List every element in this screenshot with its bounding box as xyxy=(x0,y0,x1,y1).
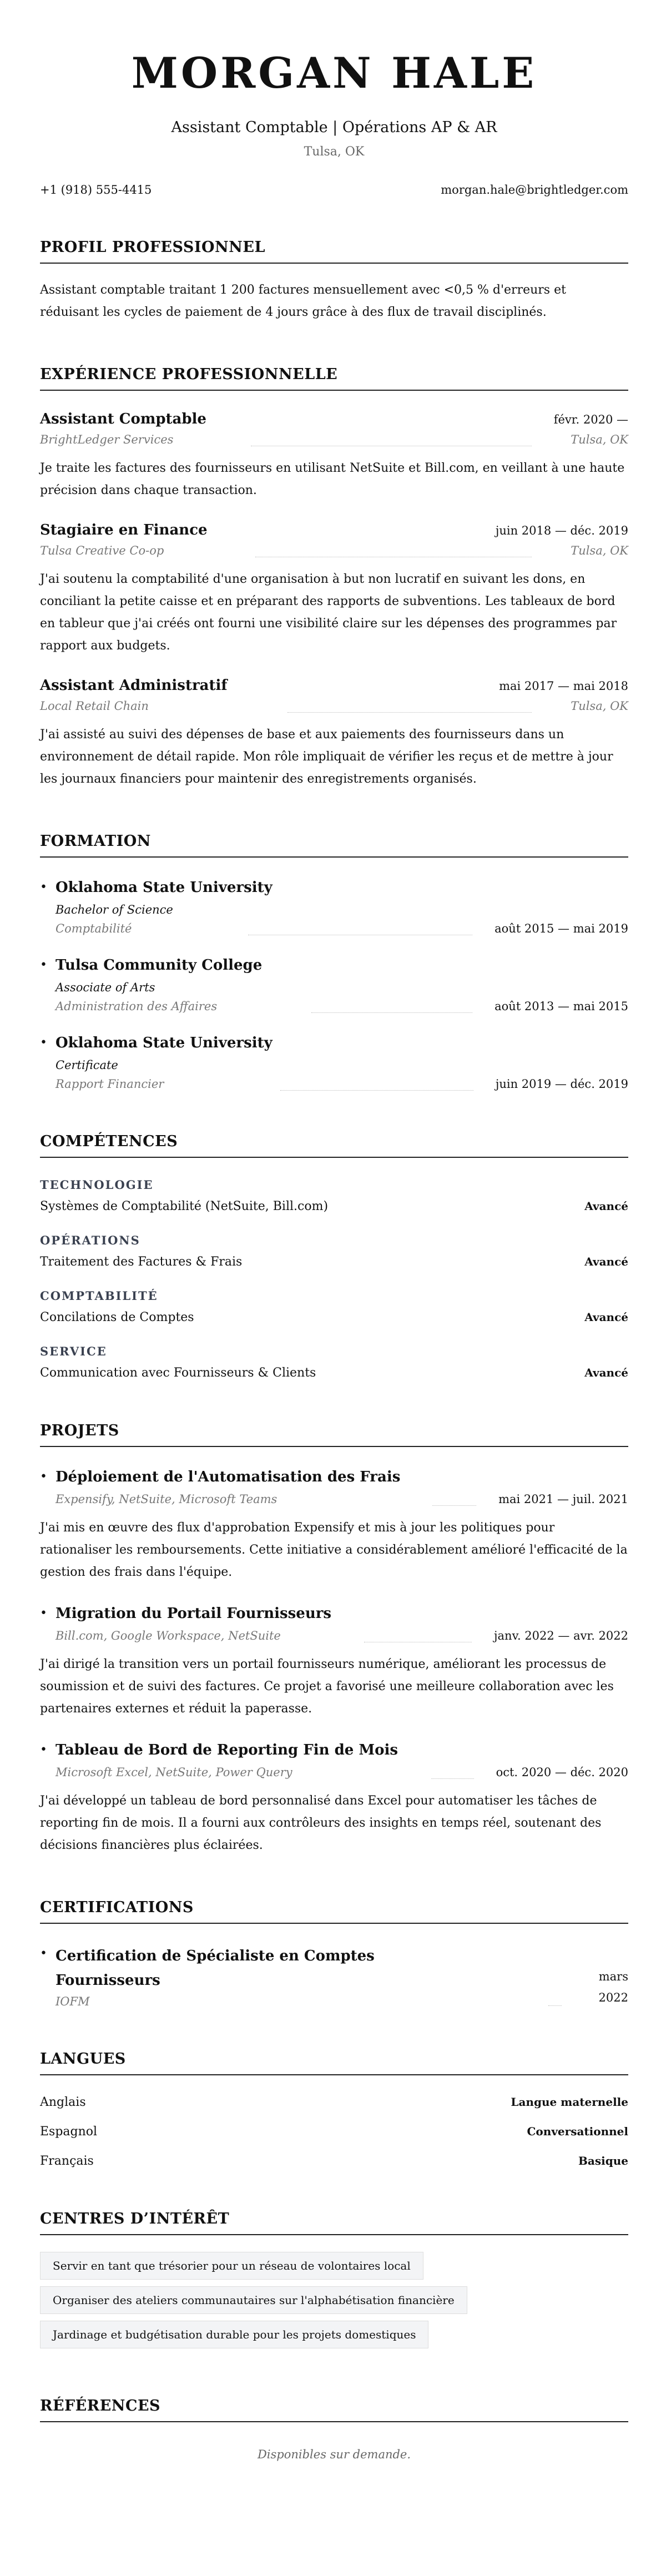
dotted-leader xyxy=(548,2005,562,2006)
experience-entry xyxy=(40,522,628,657)
language-row xyxy=(40,2125,628,2139)
language-name: Espagnol xyxy=(40,2125,98,2139)
section-title: COMPÉTENCES xyxy=(40,1133,628,1158)
candidate-name: MORGAN HALE xyxy=(131,48,537,98)
languages-section xyxy=(40,2050,628,2168)
project-entry xyxy=(40,1467,628,1584)
section-title: EXPÉRIENCE PROFESSIONNELLE xyxy=(40,366,628,391)
company-name: Local Retail Chain xyxy=(40,699,149,713)
candidate-headline: Assistant Comptable | Opérations AP & AR xyxy=(171,119,497,136)
project-description: J'ai mis en œuvre des flux d'approbation Expensify et mis à jour les politiques pour rationaliser les remboursements. Cette initiative a considérablement amélioré l'efficacité de la gestion des frais dans l'équipe. xyxy=(40,1521,628,1579)
skill-category: OPÉRATIONS xyxy=(40,1233,140,1247)
interest-item xyxy=(40,2286,628,2321)
company-name: Tulsa Creative Co-op xyxy=(40,544,164,557)
project-tools: Bill.com, Google Workspace, NetSuite xyxy=(56,1629,281,1642)
certification-date: mars 2022 xyxy=(598,1970,628,2004)
job-dates: mai 2017 — mai 2018 xyxy=(499,679,628,693)
job-title: Assistant Comptable xyxy=(40,411,206,427)
contact-row xyxy=(40,183,628,196)
phone: +1 (918) 555-4415 xyxy=(40,183,152,196)
job-description: J'ai soutenu la comptabilité d'une organisation à but non lucratif en suivant les dons, en conciliant la petite caisse et en préparant des rapports de subventions. Les tableaux de bord en tableur que j'ai créés ont fourni une visibilité claire sur les dépenses des programmes par rapport aux budgets. xyxy=(40,572,617,653)
skill-row xyxy=(40,1199,628,1213)
company-name: BrightLedger Services xyxy=(40,433,174,446)
bullet-icon: • xyxy=(40,958,47,972)
education-entry xyxy=(40,955,628,1013)
skill-level: Avancé xyxy=(584,1366,628,1379)
bullet-icon: • xyxy=(40,1947,47,1960)
entry-meta xyxy=(56,1000,628,1013)
entry-meta xyxy=(40,433,628,446)
education-entry xyxy=(40,878,628,935)
dotted-leader xyxy=(287,712,532,713)
section-title: CERTIFICATIONS xyxy=(40,1899,628,1924)
dotted-leader xyxy=(311,1012,472,1013)
references-section xyxy=(40,2397,628,2461)
profile-summary: Assistant comptable traitant 1 200 factures mensuellement avec <0,5 % d'erreurs et réduisant les cycles de paiement de 4 jours grâce à des flux de travail disciplinés. xyxy=(40,283,566,319)
job-location: Tulsa, OK xyxy=(571,544,628,557)
field-of-study: Comptabilité xyxy=(56,922,132,935)
job-description: J'ai assisté au suivi des dépenses de base et aux paiements des fournisseurs dans un environnement de détail rapide. Mon rôle impliquait de vérifier les reçus et de mettre à jour les journaux financiers pour maintenir des enregistrements organisés. xyxy=(40,728,613,786)
job-title: Stagiaire en Finance xyxy=(40,522,208,538)
dotted-leader xyxy=(432,1505,476,1506)
entry-meta xyxy=(56,1766,628,1779)
entry-header xyxy=(40,522,628,538)
school-name: Oklahoma State University xyxy=(56,1035,273,1051)
entry-header xyxy=(40,411,628,427)
project-entry xyxy=(40,1740,628,1857)
education-dates: juin 2019 — déc. 2019 xyxy=(495,1077,628,1091)
cert-row xyxy=(56,1944,628,2008)
field-of-study: Administration des Affaires xyxy=(56,1000,218,1013)
entry-meta xyxy=(56,922,628,935)
job-location: Tulsa, OK xyxy=(571,433,628,446)
education-entry xyxy=(40,1033,628,1091)
project-dates: janv. 2022 — avr. 2022 xyxy=(494,1629,628,1642)
project-name: Déploiement de l'Automatisation des Frais xyxy=(56,1469,401,1485)
education-section xyxy=(40,833,628,1091)
project-entry xyxy=(40,1604,628,1720)
dotted-leader xyxy=(431,1778,474,1779)
job-dates: févr. 2020 — xyxy=(553,413,628,426)
field-of-study: Rapport Financier xyxy=(56,1077,164,1091)
project-description: J'ai développé un tableau de bord personnalisé dans Excel pour automatiser les tâches de reporting fin de mois. Il a fourni aux contrôleurs des insights en temps réel, soutenant des décisions financières plus éclairées. xyxy=(40,1794,602,1852)
job-location: Tulsa, OK xyxy=(571,699,628,713)
interest-chip: Servir en tant que trésorier pour un réseau de volontaires local xyxy=(40,2252,423,2280)
degree: Bachelor of Science xyxy=(56,903,173,916)
skill-name: Concilations de Comptes xyxy=(40,1310,194,1324)
skill-category: COMPTABILITÉ xyxy=(40,1289,158,1303)
entry-meta xyxy=(56,1995,595,2008)
project-dates: mai 2021 — juil. 2021 xyxy=(498,1493,628,1506)
bullet-icon: • xyxy=(40,1036,47,1050)
project-name: Tableau de Bord de Reporting Fin de Mois xyxy=(56,1742,398,1758)
section-title: PROJETS xyxy=(40,1422,628,1447)
education-dates: août 2013 — mai 2015 xyxy=(495,1000,628,1013)
entry-meta xyxy=(40,544,628,557)
section-title: LANGUES xyxy=(40,2050,628,2075)
language-name: Anglais xyxy=(40,2095,86,2109)
job-dates: juin 2018 — déc. 2019 xyxy=(495,524,628,537)
interest-item xyxy=(40,2321,628,2355)
bullet-icon: • xyxy=(40,880,47,894)
skill-category: TECHNOLOGIE xyxy=(40,1178,154,1192)
experience-entry xyxy=(40,411,628,502)
section-title: RÉFÉRENCES xyxy=(40,2397,628,2422)
school-name: Tulsa Community College xyxy=(56,957,263,974)
cert-left xyxy=(56,1944,595,2008)
language-level: Basique xyxy=(578,2154,628,2167)
resume-header xyxy=(40,50,628,196)
job-description: Je traite les factures des fournisseurs en utilisant NetSuite et Bill.com, en veillant à une haute précision dans chaque transaction. xyxy=(40,461,625,497)
job-title: Assistant Administratif xyxy=(40,677,228,694)
language-row xyxy=(40,2095,628,2109)
skill-level: Avancé xyxy=(584,1255,628,1268)
section-title: PROFIL PROFESSIONNEL xyxy=(40,239,628,264)
project-dates: oct. 2020 — déc. 2020 xyxy=(496,1766,628,1779)
entry-meta xyxy=(40,699,628,713)
interests-section xyxy=(40,2210,628,2355)
email-link[interactable]: morgan.hale@brightledger.com xyxy=(441,183,628,196)
skill-level: Avancé xyxy=(584,1199,628,1213)
certification-issuer: IOFM xyxy=(56,1995,90,2008)
project-tools: Expensify, NetSuite, Microsoft Teams xyxy=(56,1493,278,1506)
project-description: J'ai dirigé la transition vers un portail fournisseurs numérique, améliorant les processus de soumission et de suivi des factures. Ce projet a favorisé une meilleure collaboration avec les partenaires externes et réduit la paperasse. xyxy=(40,1657,614,1716)
experience-entry xyxy=(40,677,628,790)
language-name: Français xyxy=(40,2154,94,2168)
education-dates: août 2015 — mai 2019 xyxy=(495,922,628,935)
references-note: Disponibles sur demande. xyxy=(257,2448,411,2461)
skill-category: SERVICE xyxy=(40,1344,107,1358)
degree: Associate of Arts xyxy=(56,981,155,994)
language-row xyxy=(40,2154,628,2168)
project-name: Migration du Portail Fournisseurs xyxy=(56,1605,332,1622)
dotted-leader xyxy=(280,1090,473,1091)
skill-name: Communication avec Fournisseurs & Clients xyxy=(40,1366,316,1380)
entry-header xyxy=(40,677,628,694)
bullet-icon: • xyxy=(40,1470,47,1484)
skill-level: Avancé xyxy=(584,1310,628,1324)
certification-entry xyxy=(40,1944,628,2008)
certifications-section xyxy=(40,1899,628,2008)
skill-name: Traitement des Factures & Frais xyxy=(40,1255,243,1269)
skills-section xyxy=(40,1133,628,1380)
projects-section xyxy=(40,1422,628,1857)
entry-meta xyxy=(56,1493,628,1506)
bullet-icon: • xyxy=(40,1606,47,1620)
certification-name: Certification de Spécialiste en Comptes Fournisseurs xyxy=(56,1948,375,1989)
language-level: Langue maternelle xyxy=(511,2095,628,2109)
bullet-icon: • xyxy=(40,1743,47,1757)
skill-row xyxy=(40,1255,628,1269)
section-title: FORMATION xyxy=(40,833,628,858)
section-title: CENTRES D’INTÉRÊT xyxy=(40,2210,628,2235)
skill-row xyxy=(40,1366,628,1380)
language-level: Conversationnel xyxy=(527,2125,628,2138)
skill-name: Systèmes de Comptabilité (NetSuite, Bill.com) xyxy=(40,1199,329,1213)
candidate-location: Tulsa, OK xyxy=(304,145,365,159)
experience-section xyxy=(40,366,628,790)
entry-meta xyxy=(56,1629,628,1642)
profile-section xyxy=(40,239,628,324)
entry-meta xyxy=(56,1077,628,1091)
degree: Certificate xyxy=(56,1058,118,1072)
project-tools: Microsoft Excel, NetSuite, Power Query xyxy=(56,1766,292,1779)
interest-chip: Jardinage et budgétisation durable pour les projets domestiques xyxy=(40,2321,428,2348)
interest-item xyxy=(40,2252,628,2286)
interest-chip: Organiser des ateliers communautaires sur l'alphabétisation financière xyxy=(40,2286,467,2314)
school-name: Oklahoma State University xyxy=(56,879,273,896)
skill-row xyxy=(40,1310,628,1324)
